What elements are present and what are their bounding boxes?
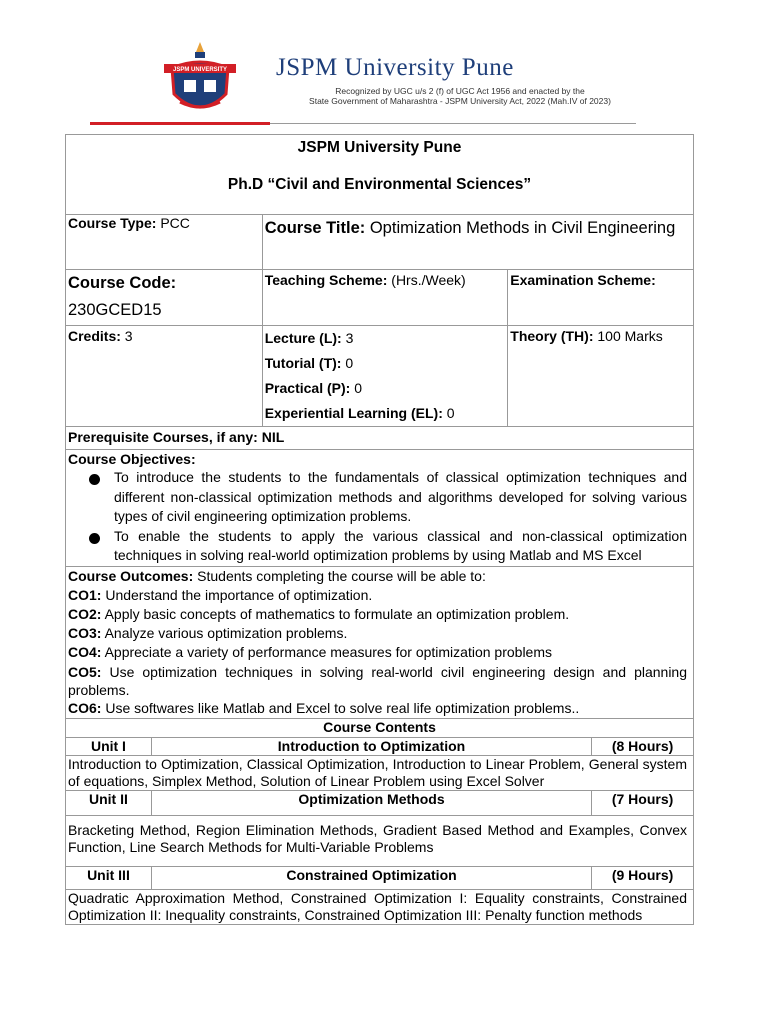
practical-item: Practical (P): 0: [264, 380, 362, 396]
unit-number: Unit III: [66, 866, 152, 889]
teaching-scheme-label: Teaching Scheme:: [264, 272, 388, 288]
outcome-item: CO2: Apply basic concepts of mathematics to formulate an optimization problem.: [68, 605, 570, 622]
contents-heading-row: [66, 718, 694, 737]
university-name: JSPM University Pune: [276, 54, 514, 81]
credits-value: 3: [120, 328, 133, 344]
contents-heading: Course Contents: [66, 718, 694, 737]
unit-body: Bracketing Method, Region Elimination Methods, Gradient Based Method and Examples, Convex Function, Line Search Methods for Multi-Variable Problems: [66, 815, 694, 866]
bullet-icon: [89, 533, 100, 544]
unit-body: Introduction to Optimization, Classical Optimization, Introduction to Linear Problem, General system of equations, Simplex Method, Solution of Linear Problem using Excel Solver: [66, 755, 694, 790]
course-type-row: [66, 215, 694, 270]
syllabus-table: [65, 134, 694, 925]
prerequisite-row: [66, 427, 694, 450]
outcome-item: CO6: Use softwares like Matlab and Excel to solve real life optimization problems..: [68, 699, 580, 716]
teaching-scheme-value: (Hrs./Week): [387, 272, 466, 288]
unit-body-row: [66, 815, 694, 866]
unit-title: Optimization Methods: [151, 790, 591, 815]
theory-value: 100 Marks: [593, 328, 663, 344]
course-code-value: 230GCED15: [68, 301, 162, 319]
course-type-value: PCC: [156, 215, 190, 231]
credits-row: [66, 326, 694, 427]
course-code-label: Course Code:: [68, 274, 177, 292]
header-divider-red: [90, 122, 270, 125]
unit-body: Quadratic Approximation Method, Constrained Optimization I: Equality constraints, Constrained Optimization II: Inequality constraints, Constrained Optimization III: Penalty function methods: [66, 889, 694, 924]
objectives-heading: Course Objectives:: [68, 451, 196, 467]
objectives-row: [66, 450, 694, 567]
objective-item: To enable the students to apply the various classical and non-classical optimization techniques in solving real-world optimization problems by using Matlab and MS Excel: [114, 527, 691, 566]
university-logo: [162, 40, 238, 122]
unit-hours: (9 Hours): [592, 866, 694, 889]
recognition-text: Recognized by UGC u/s 2 (f) of UGC Act 1956 and enacted by the State Government of Maharashtra - JSPM University Act, 2022 (Mah.IV of 2023): [309, 86, 611, 106]
unit-number: Unit I: [66, 737, 152, 755]
objective-item: To introduce the students to the fundamentals of classical optimization techniques and different non-classical optimization methods and algorithms developed for solving various types of civil engineering optimization problems.: [114, 468, 691, 527]
course-title-label: Course Title:: [264, 219, 366, 237]
credits-label: Credits:: [68, 328, 121, 344]
lecture-item: Lecture (L): 3: [264, 330, 354, 346]
tutorial-item: Tutorial (T): 0: [264, 355, 354, 371]
course-title-value: Optimization Methods in Civil Engineering: [365, 219, 676, 237]
unit-body-row: [66, 889, 694, 924]
title-program: Ph.D “Civil and Environmental Sciences”: [227, 176, 532, 193]
outcome-item: CO1: Understand the importance of optimization.: [68, 586, 373, 603]
course-code-row: [66, 270, 694, 326]
outcomes-intro: Course Outcomes: Students completing the course will be able to:: [68, 567, 486, 584]
exam-scheme-label: Examination Scheme:: [508, 270, 694, 326]
course-type-label: Course Type:: [68, 215, 157, 231]
header-divider-gray: [270, 123, 636, 124]
unit-title: Constrained Optimization: [151, 866, 591, 889]
theory-label: Theory (TH):: [510, 328, 594, 344]
prerequisite-text: Prerequisite Courses, if any: NIL: [66, 427, 694, 450]
unit-title: Introduction to Optimization: [151, 737, 591, 755]
title-university: JSPM University Pune: [297, 139, 462, 156]
unit-hours: (7 Hours): [592, 790, 694, 815]
unit-header-row: [66, 790, 694, 815]
logo-text: JSPM UNIVERSITY: [172, 67, 228, 73]
outcome-item: CO5: Use optimization techniques in solving real-world civil engineering design and planning problems.: [68, 663, 687, 698]
unit-number: Unit II: [66, 790, 152, 815]
bullet-icon: [89, 474, 100, 485]
unit-header-row: [66, 737, 694, 755]
experiential-item: Experiential Learning (EL): 0: [264, 405, 455, 421]
unit-body-row: [66, 755, 694, 790]
unit-hours: (8 Hours): [592, 737, 694, 755]
page-header: [90, 30, 670, 130]
objectives-list: [68, 468, 691, 566]
unit-header-row: [66, 866, 694, 889]
title-row: [66, 135, 694, 215]
outcome-item: CO4: Appreciate a variety of performance measures for optimization problems: [68, 643, 552, 660]
outcome-item: CO3: Analyze various optimization problems.: [68, 624, 348, 641]
outcomes-row: [66, 566, 694, 718]
